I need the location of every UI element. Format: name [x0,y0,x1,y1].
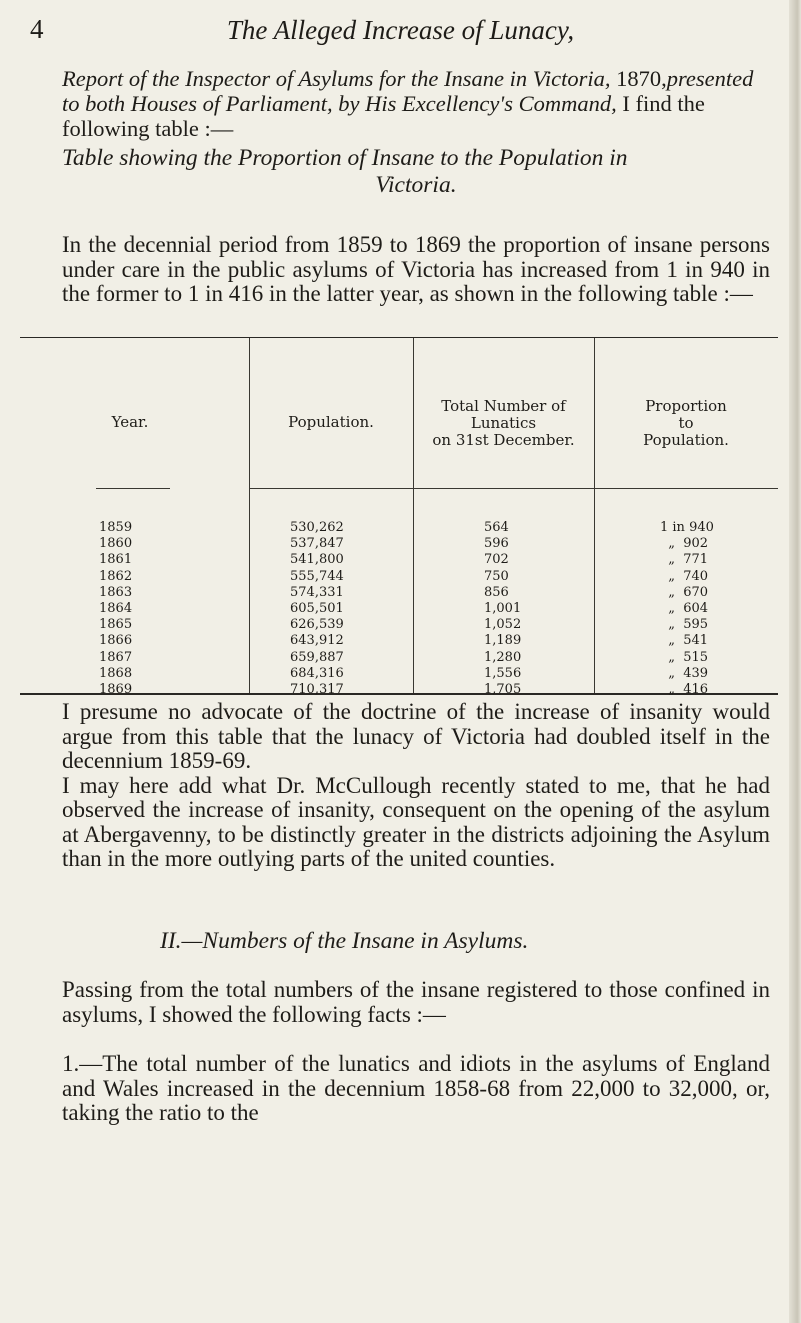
proportion-cell: „ 670 [660,584,709,600]
proportion-cell: „ 515 [660,649,709,665]
year-cell: 1859 [99,520,133,535]
population-cell: 643,912 [290,633,344,649]
report-year: 1870, [616,66,667,91]
proportion-cell: „ 771 [660,552,709,568]
table-row [20,666,778,682]
population-cell: 659,887 [290,649,344,665]
paragraph-numbered-1: 1.—The total number of the lunatics and idiots in the asylums of England and Wales increased in the decennium 1858-68 from 22,000 to 32,000, or, taking the ratio to the [62,1051,770,1125]
header-year: Year. [111,413,149,431]
proportion-table [20,337,778,695]
proportion-cell: „ 416 [660,681,709,697]
lunatics-cell: 702 [484,552,509,568]
paragraph-presume [62,700,770,872]
population-cell: 555,744 [290,568,344,584]
header-rule [96,488,170,489]
lunatics-cell: 1,001 [484,600,522,616]
proportion-cell: „ 595 [660,617,709,633]
table-caption [62,145,770,199]
proportion-cell: „ 604 [660,600,709,616]
lunatics-cell: 1,052 [484,617,522,633]
year-cell: 1860 [99,536,133,552]
header-population: Population. [288,413,374,431]
running-title: The Alleged Increase of Lunacy, [226,15,575,45]
presume-text: I presume no advocate of the doctrine of the increase of insanity would argue from this table that the lunacy of Victoria had doubled itself in the decennium 1859-69. [62,699,770,773]
paragraph-decennial: In the decennial period from 1859 to 1869 the proportion of insane persons under care in the public asylums of Victoria has increased from 1 in 940 in the former to 1 in 416 in the latter year, as shown in the following table :— [62,232,770,306]
proportion-cell: „ 439 [660,665,709,681]
proportion-cell: „ 541 [660,633,709,649]
intro-paragraph [62,66,770,141]
header-lunatics [413,398,594,449]
header-proportion [594,398,778,449]
table-row [20,682,778,698]
population-cell: 684,316 [290,665,344,681]
header-proportion-line: Population. [643,431,729,449]
caption-line-2: Victoria. [375,172,457,198]
page-number: 4 [30,14,44,44]
year-cell: 1865 [99,617,133,633]
table-row [20,585,778,601]
header-rule [594,488,778,489]
proportion-cell: 1 in 940 [660,520,714,535]
header-rule [413,488,594,489]
year-cell: 1863 [99,584,133,600]
lunatics-cell: 596 [484,536,509,552]
table-row [20,617,778,633]
year-cell: 1861 [99,552,133,568]
population-cell: 541,800 [290,552,344,568]
year-cell: 1868 [99,665,133,681]
population-cell: 605,501 [290,600,344,616]
population-cell: 626,539 [290,617,344,633]
table-row [20,650,778,666]
lunatics-cell: 1,280 [484,649,522,665]
year-cell: 1864 [99,600,133,616]
page-edge [789,0,801,1323]
proportion-cell: „ 902 [660,536,709,552]
header-lunatics-line: Lunatics [470,414,537,432]
report-presented: presented to both Houses of Parliament, by His Excellency's [62,66,754,116]
lunatics-cell: 1,705 [484,681,522,697]
proportion-cell: „ 740 [660,568,709,584]
report-command: Command, [518,91,617,116]
year-cell: 1866 [99,633,133,649]
table-row [20,569,778,585]
table-row [20,552,778,568]
table-body [20,520,778,698]
mccullough-text: I may here add what Dr. McCullough recently stated to me, that he had observed the increase of insanity, consequent on the opening of the asylum at Abergavenny, to be distinctly greater in the districts adjoining the Asylum than in the more outlying parts of the united counties. [62,772,770,871]
year-cell: 1862 [99,568,133,584]
header-lunatics-line: Total Number of [441,397,566,415]
lunatics-cell: 750 [484,568,509,584]
population-cell: 530,262 [290,520,344,535]
population-cell: 710,317 [290,681,344,697]
intro-tail: I find the following table :— [62,91,705,141]
table-row [20,520,778,536]
table-row [20,601,778,617]
population-cell: 537,847 [290,536,344,552]
year-cell: 1869 [99,681,133,697]
lunatics-cell: 856 [484,584,509,600]
lunatics-cell: 1,189 [484,633,522,649]
lunatics-cell: 564 [484,520,509,535]
paragraph-passing: Passing from the total numbers of the insane registered to those confined in asylums, I showed the following facts :— [62,977,770,1027]
header-proportion-line: Proportion [645,397,727,415]
caption-line-1: Table showing the Proportion of Insane to the Population in [62,145,628,171]
population-cell: 574,331 [290,584,344,600]
header-proportion-line: to [678,414,694,432]
section-heading: II.—Numbers of the Insane in Asylums. [160,928,529,954]
lunatics-cell: 1,556 [484,665,522,681]
year-cell: 1867 [99,649,133,665]
header-rule [249,488,413,489]
report-title: Report of the Inspector of Asylums for the Insane in Victoria, [62,66,611,91]
table-row [20,536,778,552]
table-row [20,633,778,649]
header-lunatics-line: on 31st December. [432,431,575,449]
